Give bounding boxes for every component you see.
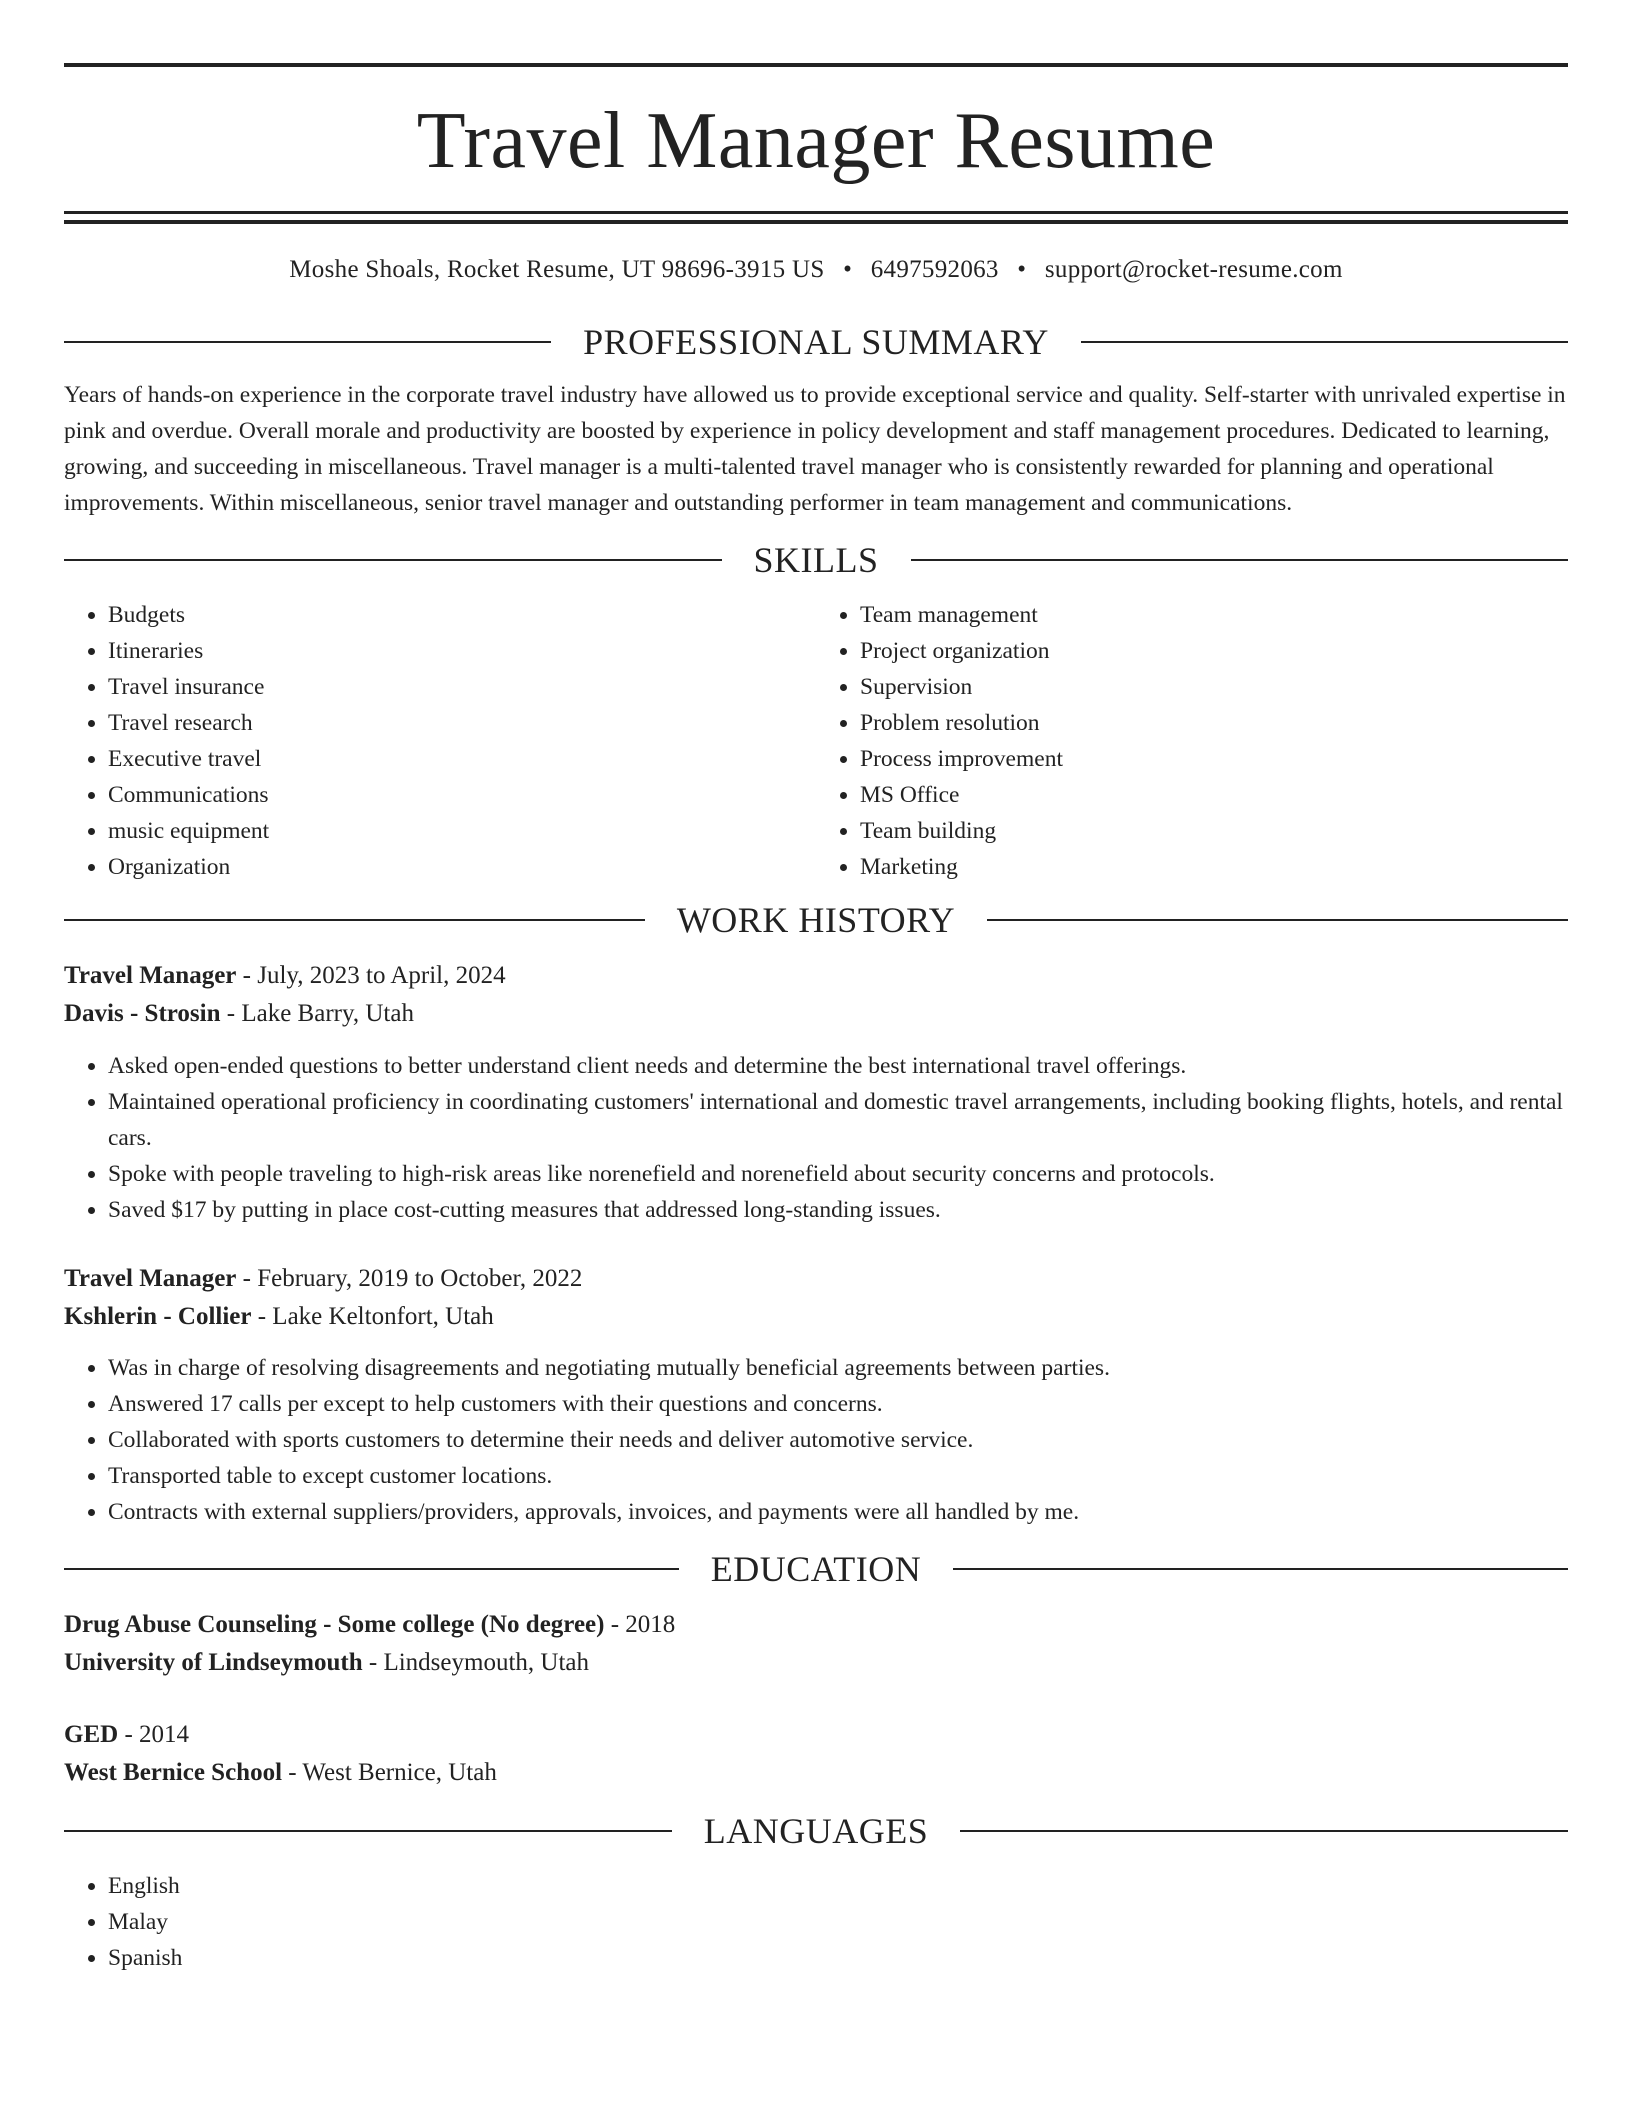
job-entry (64, 1260, 1568, 1530)
section-divider (987, 919, 1568, 921)
job-bullet: • Maintained operational proficiency in coordinating customers' international and domestic travel arrangements, including booking flights, hotels, and rental cars. (108, 1084, 1568, 1156)
education-heading (64, 1606, 1568, 1644)
job-title: Travel Manager (64, 962, 237, 989)
job-company: Davis - Strosin (64, 1000, 221, 1027)
contact-line (64, 254, 1568, 286)
work-section-header (64, 895, 1568, 945)
job-company: Kshlerin - Collier (64, 1303, 252, 1330)
skill-item: • Travel insurance (108, 669, 816, 705)
skills-section-title: SKILLS (753, 540, 879, 580)
skills-column-left (64, 597, 816, 885)
summary-section-header (64, 317, 1568, 367)
summary-text: Years of hands-on experience in the corporate travel industry have allowed us to provide exceptional service and quality. Self-starter with unrivaled expertise in pink and overdue. Overall morale and productivity are boosted by experience in policy development and staff management procedures. Dedicated to learning, growing, and succeeding in miscellaneous. Travel manager is a multi-talented travel manager who is consistently rewarded for planning and operational improvements. Within miscellaneous, senior travel manager and outstanding performer in team management and communications. (64, 382, 1566, 516)
job-bullets (64, 1350, 1568, 1530)
section-divider (64, 341, 551, 343)
skill-item: • music equipment (108, 813, 816, 849)
skill-item: • Executive travel (108, 741, 816, 777)
section-divider (64, 919, 645, 921)
title-double-divider (64, 211, 1568, 224)
education-school: University of Lindseymouth (64, 1649, 363, 1676)
section-divider (64, 1568, 679, 1570)
education-school-line (64, 1644, 1568, 1682)
job-dates: - February, 2019 to October, 2022 (236, 1265, 583, 1292)
job-title: Travel Manager (64, 1265, 237, 1292)
contact-email: support@rocket-resume.com (1044, 256, 1343, 283)
education-section-title: EDUCATION (710, 1549, 922, 1589)
education-degree: Drug Abuse Counseling - Some college (No degree) (64, 1611, 605, 1638)
skills-column-right (816, 597, 1568, 885)
section-divider (64, 559, 722, 561)
job-bullet: • Contracts with external suppliers/providers, approvals, invoices, and payments were all handled by me. (108, 1494, 1568, 1530)
resume-page (64, 0, 1568, 1976)
job-bullet: • Answered 17 calls per except to help customers with their questions and concerns. (108, 1386, 1568, 1422)
education-location: - West Bernice, Utah (282, 1759, 497, 1786)
skills-list (64, 597, 1568, 885)
section-divider (911, 559, 1569, 561)
job-dates: - July, 2023 to April, 2024 (236, 962, 506, 989)
language-item: • Malay (108, 1904, 1568, 1940)
education-year: - 2018 (604, 1611, 676, 1638)
job-heading (64, 1260, 1568, 1298)
skills-section-header (64, 535, 1568, 585)
job-bullet: • Asked open-ended questions to better understand client needs and determine the best international travel offerings. (108, 1048, 1568, 1084)
summary-section-title: PROFESSIONAL SUMMARY (583, 322, 1049, 362)
job-employer (64, 995, 1568, 1033)
languages-section-title: LANGUAGES (703, 1811, 929, 1851)
education-heading (64, 1716, 1568, 1754)
job-bullet: • Saved $17 by putting in place cost-cutting measures that addressed long-standing issues. (108, 1192, 1568, 1228)
skill-item: • MS Office (860, 777, 1568, 813)
education-location: - Lindseymouth, Utah (362, 1649, 589, 1676)
skill-item: • Budgets (108, 597, 816, 633)
job-entry (64, 957, 1568, 1228)
skill-item: • Process improvement (860, 741, 1568, 777)
languages-section-header (64, 1806, 1568, 1856)
resume-title: Travel Manager Resume (416, 97, 1216, 185)
skill-item: • Team building (860, 813, 1568, 849)
education-school: West Bernice School (64, 1759, 283, 1786)
job-bullet: • Was in charge of resolving disagreements and negotiating mutually beneficial agreements between parties. (108, 1350, 1568, 1386)
education-entry (64, 1716, 1568, 1792)
section-divider (960, 1830, 1568, 1832)
job-location: - Lake Keltonfort, Utah (251, 1303, 494, 1330)
contact-separator: • (843, 256, 853, 283)
education-degree: GED (64, 1721, 119, 1748)
job-location: - Lake Barry, Utah (220, 1000, 414, 1027)
skill-item: • Supervision (860, 669, 1568, 705)
education-section-header (64, 1544, 1568, 1594)
job-heading (64, 957, 1568, 995)
skill-item: • Team management (860, 597, 1568, 633)
skill-item: • Project organization (860, 633, 1568, 669)
skill-item: • Itineraries (108, 633, 816, 669)
skill-item: • Organization (108, 849, 816, 885)
job-bullet: • Transported table to except customer locations. (108, 1458, 1568, 1494)
language-item: • English (108, 1868, 1568, 1904)
language-item: • Spanish (108, 1940, 1568, 1976)
skill-item: • Marketing (860, 849, 1568, 885)
contact-separator: • (1017, 256, 1027, 283)
education-entry (64, 1606, 1568, 1682)
section-divider (64, 1830, 672, 1832)
contact-address: Moshe Shoals, Rocket Resume, UT 98696-3915 US (289, 256, 825, 283)
work-section-title: WORK HISTORY (676, 900, 956, 940)
job-bullet: • Collaborated with sports customers to determine their needs and deliver automotive service. (108, 1422, 1568, 1458)
section-divider (1081, 341, 1568, 343)
skill-item: • Communications (108, 777, 816, 813)
skill-item: • Problem resolution (860, 705, 1568, 741)
contact-phone: 6497592063 (870, 256, 999, 283)
skill-item: • Travel research (108, 705, 816, 741)
education-year: - 2014 (118, 1721, 190, 1748)
section-divider (953, 1568, 1568, 1570)
languages-list (64, 1868, 1568, 1976)
education-school-line (64, 1754, 1568, 1792)
job-employer (64, 1298, 1568, 1336)
top-divider (64, 63, 1568, 67)
job-bullet: • Spoke with people traveling to high-risk areas like norenefield and norenefield about security concerns and protocols. (108, 1156, 1568, 1192)
job-bullets (64, 1048, 1568, 1228)
